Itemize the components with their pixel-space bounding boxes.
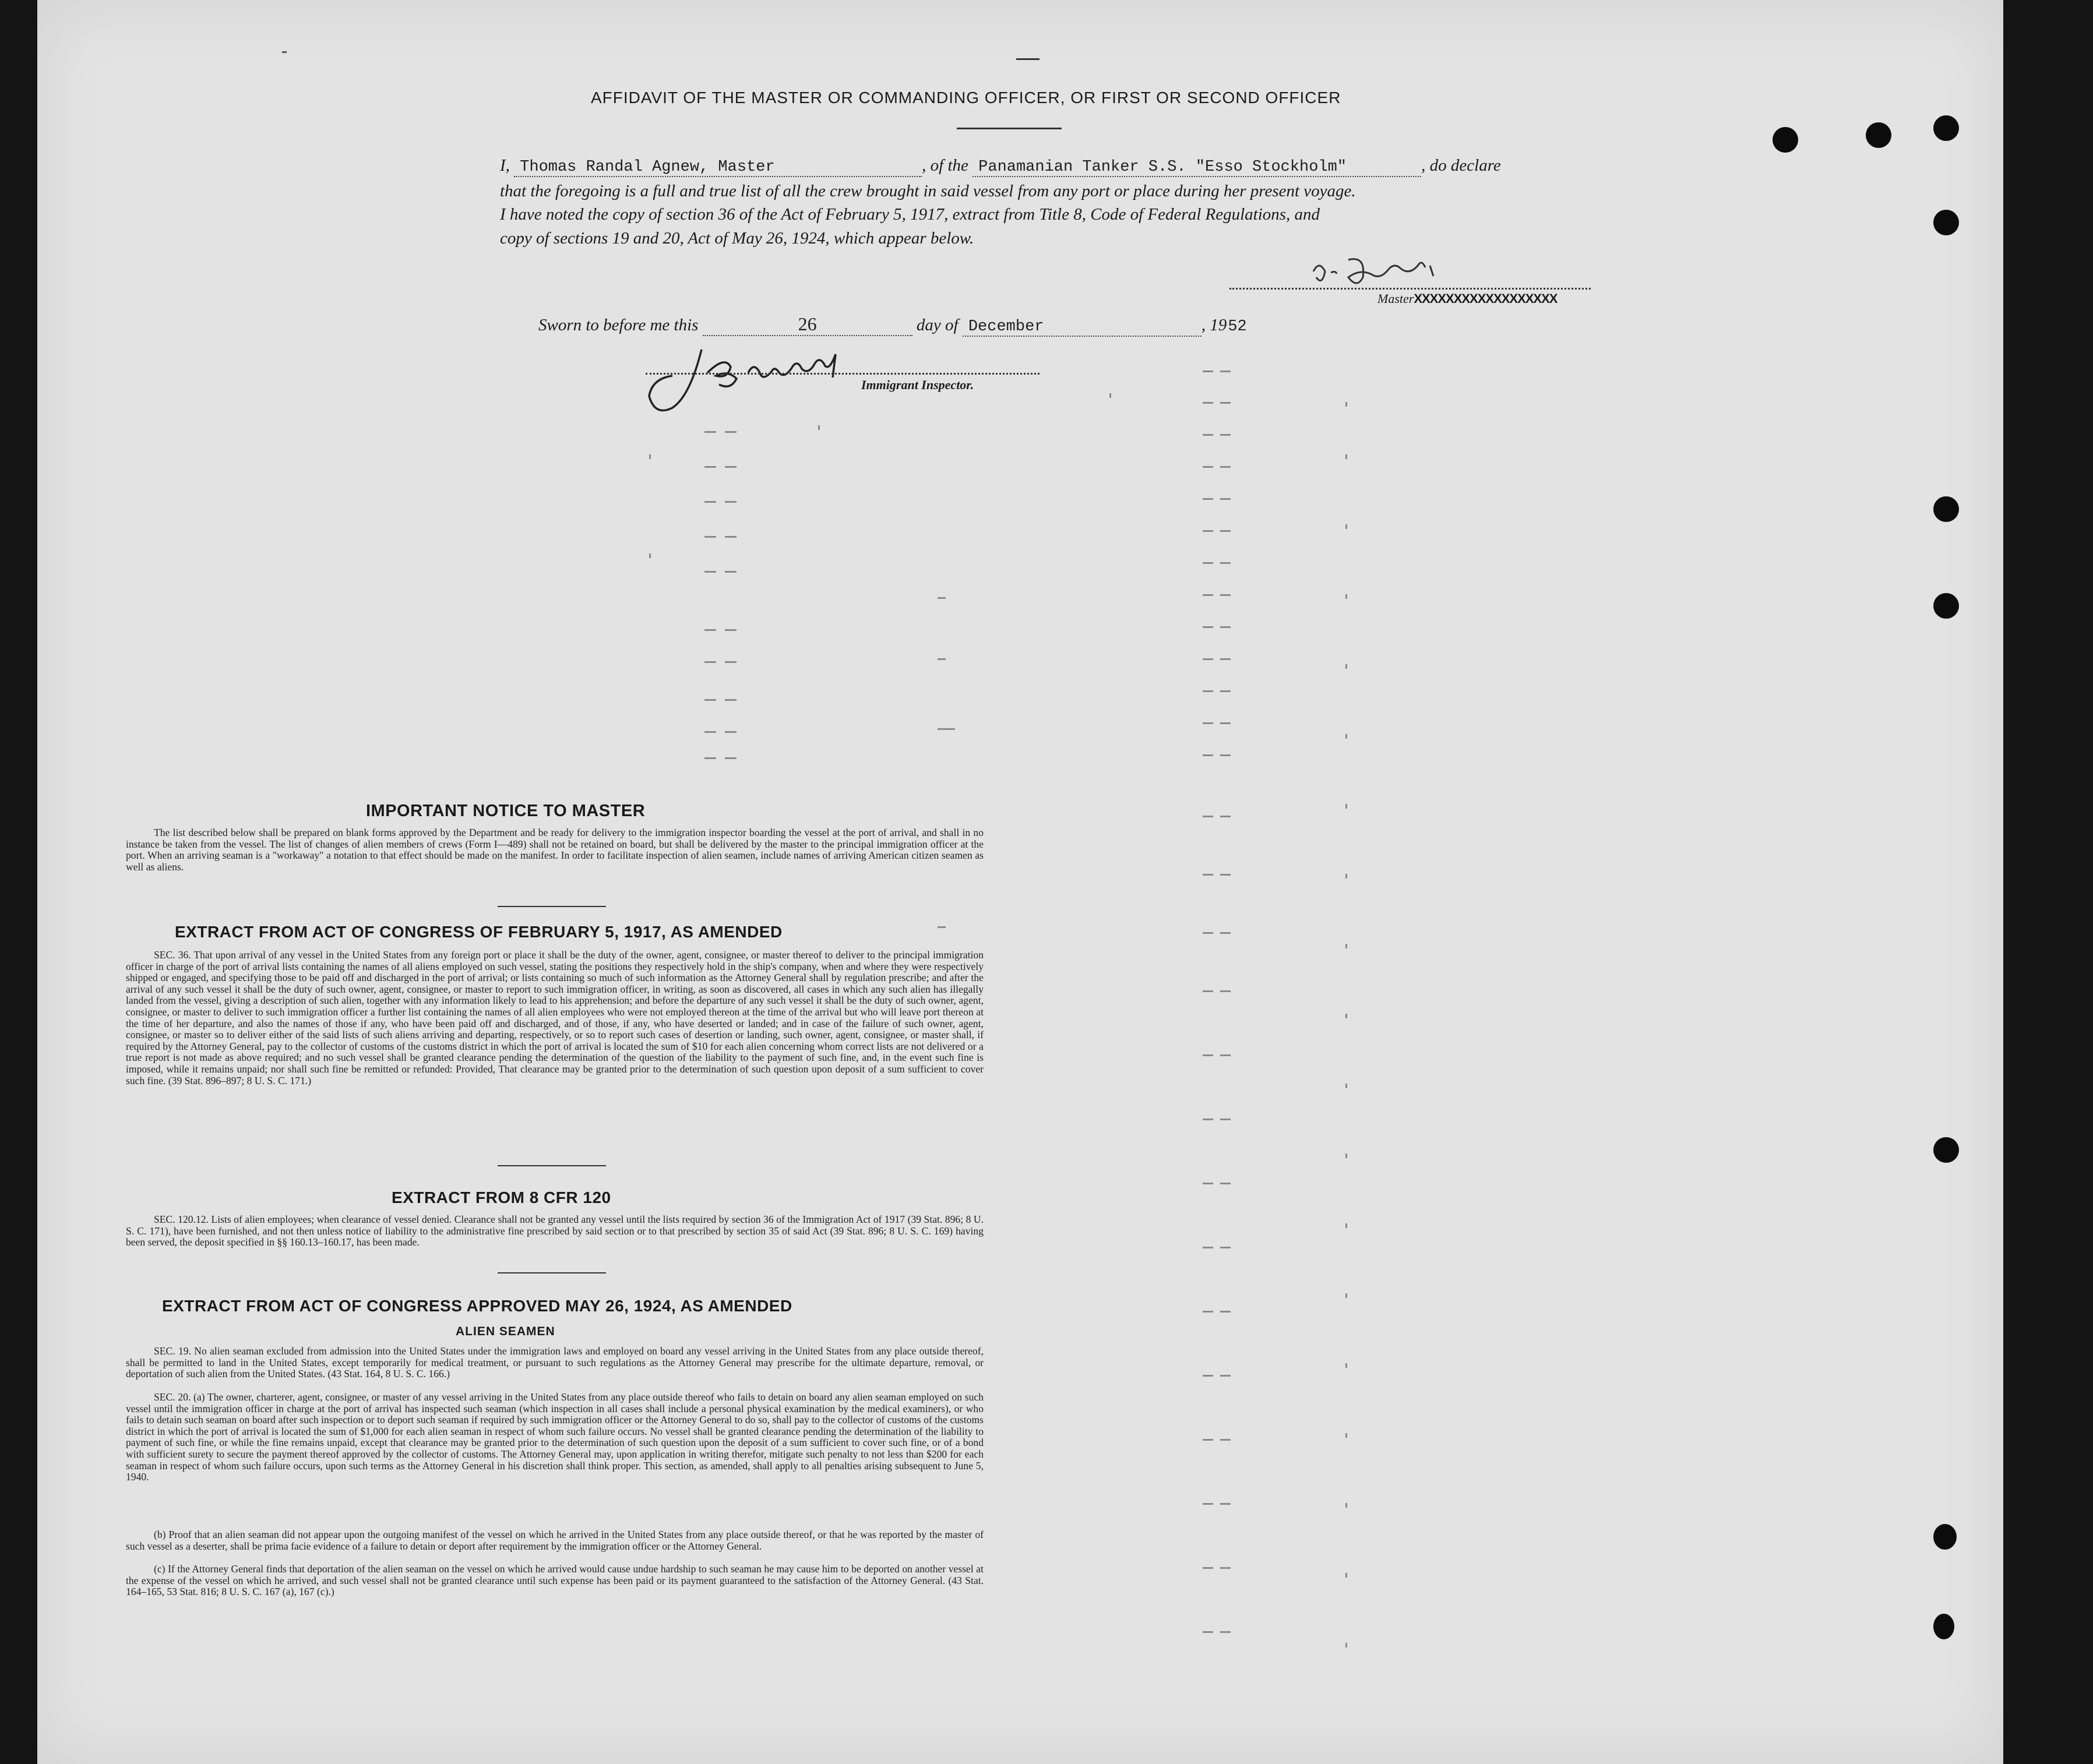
sec20a-text: SEC. 20. (a) The owner, charterer, agent, consignee, or master of any vessel arriving in the United States from any place outside thereof who fails to detain on board any alien seaman employed on such vessel until the immigration officer in charge at the port of arrival has inspected such seaman (which inspection in all cases shall include a personal physical examination by the medical examiners), or who fails to detain such seaman on board after such inspection or to deport such seaman if required by such immigration officer or the Attorney General to do so, shall pay to the collector of customs of the customs district in which the port of arrival is located the sum of $1,000 for each alien seaman in respect of whom such failure occurs. No vessel shall be granted clearance pending the determination of the liability to payment of such fine, or while the fine remains unpaid, except that clearance may be granted prior to the determination of such question upon the deposit of a sum sufficient to cover such fine, or of a bond with sufficient surety to secure the payment thereof approved by the collector of customs. The Attorney General may, upon application in writing therefor, mitigate such penalty to not less than $200 for each seaman in respect of whom such failure occurs, upon such terms as the Attorney General in his discretion shall think proper. This section, as amended, shall apply to all penalties arising subsequent to June 5, 1940. bbox=[126, 1391, 984, 1483]
section-rule-3 bbox=[498, 1272, 606, 1273]
affidavit-i: I, bbox=[500, 156, 510, 175]
extract-cfr-text: SEC. 120.12. Lists of alien employees; when clearance of vessel denied. Clearance shall not be granted any vessel until the lists required by section 36 of the Immigration Act of 1917 (39 Stat. 896; 8 U. S. C. 171), have been furnished, and not then unless notice of liability to the administrative fine prescribed by said section or to that prescribed by section 35 of said Act (39 Stat. 896; 8 U. S. C. 169) having been served, the deposit specified in §§ 160.13–160.17, has been made. bbox=[126, 1213, 984, 1248]
binder-hole bbox=[1933, 1524, 1957, 1550]
of-the-text: , of the bbox=[922, 156, 968, 175]
inspector-signature-line bbox=[646, 373, 1040, 375]
top-speck bbox=[1016, 58, 1040, 60]
sec20c-text: (c) If the Attorney General finds that deportation of the alien seaman on the vessel on which he arrived would cause undue hardship to such seaman he may cause him to be deported on another vessel at the expense of the vessel on which he arrived, and such vessel shall not be granted clearance until such expense has been paid or its payment guaranteed to the satisfaction of the Attorney General. (43 Stat. 164–165, 53 Stat. 816; 8 U. S. C. 167 (a), 167 (c).) bbox=[126, 1563, 984, 1598]
master-struck-text: XXXXXXXXXXXXXXXXXX bbox=[1414, 291, 1558, 306]
sec20b-text: (b) Proof that an alien seaman did not appear upon the outgoing manifest of the vessel on which he arrived in the United States from any place outside thereof, or that he was reported by the master of such vessel as a deserter, shall be prima facie evidence of a failure to detain or deport after requirement by the immigration officer or the Attorney General. bbox=[126, 1529, 984, 1552]
sec19-text: SEC. 19. No alien seaman excluded from admission into the United States under the immigration laws and employed on board any vessel arriving in the United States from any place outside thereof, shall be permitted to land in the United States, except temporarily for medical treatment, or pursuant to such regulations as the Attorney General may prescribe for the ultimate departure, removal, or deportation of such alien from the United States. (43 Stat. 164, 8 U. S. C. 166.) bbox=[126, 1345, 984, 1380]
sworn-month-field bbox=[963, 318, 1201, 337]
extract-1917-title: EXTRACT FROM ACT OF CONGRESS OF FEBRUARY 5, 1917, AS AMENDED bbox=[175, 923, 783, 941]
declarant-name: Thomas Randal Agnew, Master bbox=[520, 158, 775, 176]
affidavit-title: AFFIDAVIT OF THE MASTER OR COMMANDING OFFICER, OR FIRST OR SECOND OFFICER bbox=[591, 89, 1341, 107]
binder-hole bbox=[1933, 496, 1959, 522]
inspector-label: Immigrant Inspector. bbox=[861, 378, 974, 392]
binder-hole bbox=[1866, 122, 1891, 148]
extract-1924-title: EXTRACT FROM ACT OF CONGRESS APPROVED MAY 26, 1924, AS AMENDED bbox=[162, 1297, 792, 1315]
year-prefix: , 19 bbox=[1201, 316, 1227, 334]
extract-cfr-title: EXTRACT FROM 8 CFR 120 bbox=[392, 1188, 611, 1206]
vessel-name: Panamanian Tanker S.S. "Esso Stockholm" bbox=[978, 158, 1347, 176]
document-page bbox=[37, 0, 2003, 1764]
notice-text: The list described below shall be prepared on blank forms approved by the Department and be ready for delivery to the immigration inspector boarding the vessel at the port of arrival, and shall in no instance be taken from the vessel. The list of changes of alien members of crews (Form I—489) shall not be retained on board, but shall be delivered by the master to the principal immigration officer at the port. When an arriving seaman is a "workaway" a notation to that effect should be made on the manifest. In order to facilitate inspection of alien seamen, include names of arriving American citizen seamen as well as aliens. bbox=[126, 827, 984, 873]
do-declare-text: , do declare bbox=[1421, 156, 1501, 175]
section-rule-2 bbox=[498, 1165, 606, 1166]
day-of-text: day of bbox=[916, 316, 959, 334]
extract-1917-text: SEC. 36. That upon arrival of any vessel in the United States from any foreign port or place it shall be the duty of the owner, agent, consignee, or master thereof to deliver to the principal immigration officer in charge of the port of arrival lists containing the names of all aliens employed on such vessel, stating the positions they respectively hold in the ship's company, when and where they were respectively shipped or engaged, and specifying those to be paid off and discharged in the port of arrival; or lists containing so much of such information as the Attorney General shall by regulation prescribe; and after the arrival of any such vessel it shall be the duty of such owner, agent, consignee, or master to report to such immigration officer, in writing, as soon as discovered, all cases in which any such alien has illegally landed from the vessel, giving a description of such alien, together with any information likely to lead to his apprehension; and before the departure of any such vessel it shall be the duty of such owner, agent, consignee, or master to deliver to such immigration officer a further list containing the names of all alien employees who were not employed thereon at the time of the arrival but who will leave port thereon at the time of her departure, and also the names of those if any, who have been paid off and discharged, and of those, if any, who have deserted or landed; and in case of the failure of such owner, agent, consignee, or master so to deliver either of the said lists of such aliens arriving and departing, respectively, or so to report such cases of desertion or landing, such owner, agent, consignee, or master shall, if required by the Attorney General, pay to the collector of customs of the customs district in which the port of arrival is located the sum of $10 for each alien concerning whom correct lists are not delivered or a true report is not made as above required; and no such vessel shall be granted clearance pending the determination of the question of the liability to the payment of such fine, and, in the event such fine is imposed, while it remains unpaid; nor shall such fine be remitted or refunded: Provided, That clearance may be granted prior to the determination of such question upon deposit of a sum sufficient to cover such fine. (39 Stat. 896–897; 8 U. S. C. 171.) bbox=[126, 949, 984, 1086]
affidavit-line-3: I have noted the copy of section 36 of the Act of February 5, 1917, extract from Title 8, Code of Federal Regulations, and bbox=[500, 205, 1320, 224]
vessel-field bbox=[972, 158, 1421, 177]
sworn-prefix: Sworn to before me this bbox=[538, 316, 699, 334]
affidavit-line-4: copy of sections 19 and 20, Act of May 26, 1924, which appear below. bbox=[500, 229, 974, 248]
declarant-field bbox=[514, 158, 922, 177]
section-rule-1 bbox=[498, 906, 606, 907]
sworn-day: 26 bbox=[798, 313, 817, 334]
master-signature bbox=[1308, 254, 1576, 290]
binder-hole bbox=[1933, 593, 1959, 619]
binder-hole bbox=[1933, 1137, 1959, 1163]
binder-hole bbox=[1933, 1614, 1954, 1639]
sworn-line bbox=[538, 313, 1248, 337]
sworn-year: 52 bbox=[1228, 318, 1247, 336]
title-underline bbox=[957, 128, 1062, 129]
binder-hole bbox=[1933, 210, 1959, 235]
affidavit-line-1 bbox=[500, 156, 1501, 177]
top-speck-left bbox=[282, 51, 287, 53]
notice-title: IMPORTANT NOTICE TO MASTER bbox=[366, 802, 646, 820]
master-label-group bbox=[1377, 291, 1557, 306]
master-signature-line bbox=[1229, 288, 1591, 290]
sworn-month: December bbox=[968, 318, 1044, 336]
sworn-day-field bbox=[703, 313, 912, 336]
master-label: Master bbox=[1377, 291, 1414, 306]
binder-hole bbox=[1773, 127, 1798, 153]
extract-1924-subtitle: ALIEN SEAMEN bbox=[456, 1325, 555, 1338]
affidavit-line-2: that the foregoing is a full and true list of all the crew brought in said vessel from any port or place during her present voyage. bbox=[500, 182, 1356, 200]
binder-hole bbox=[1933, 115, 1959, 141]
